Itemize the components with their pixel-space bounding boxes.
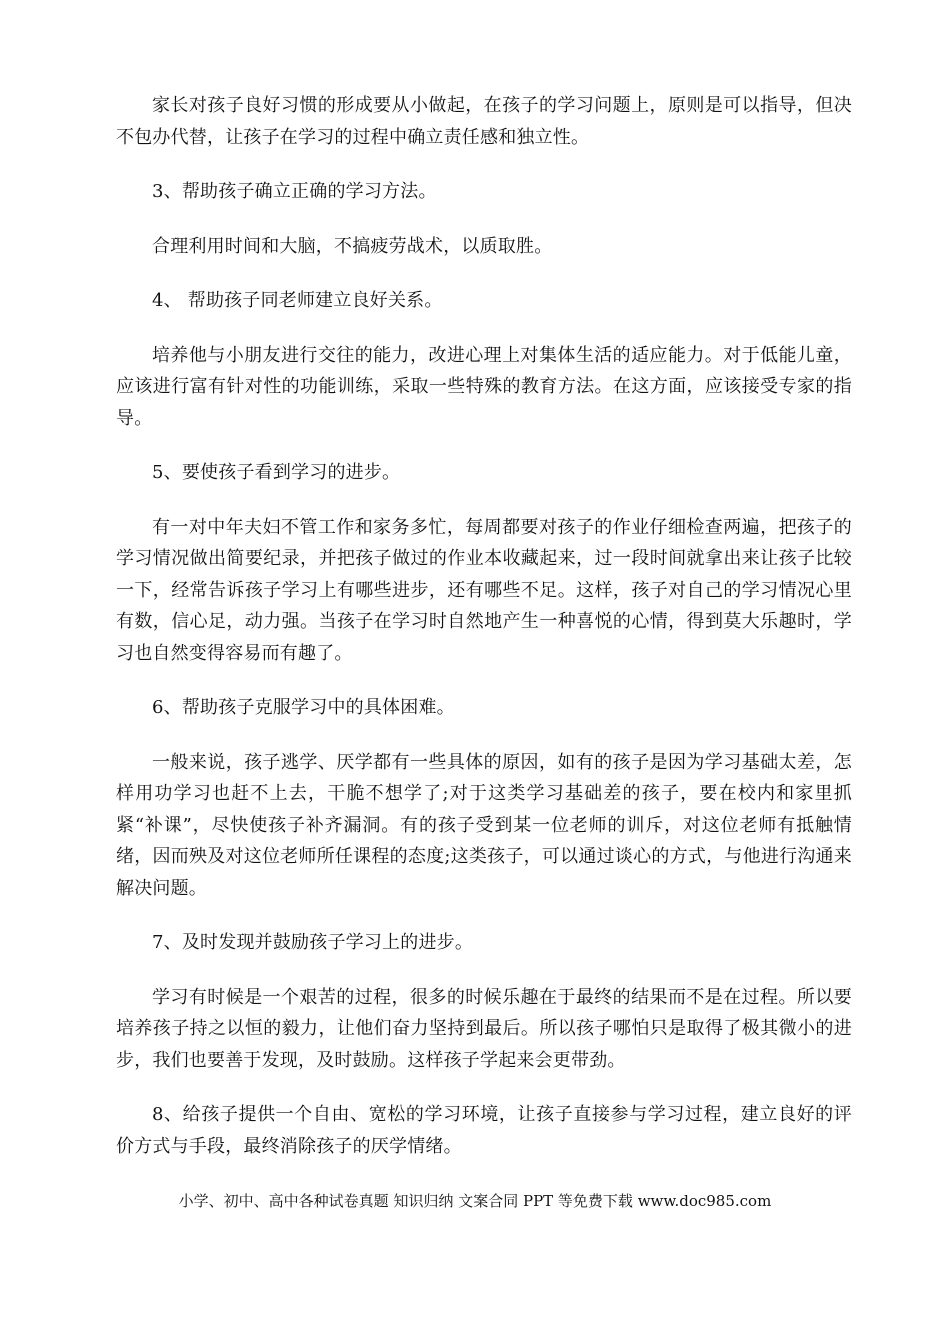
paragraph-8: 8、给孩子提供一个自由、宽松的学习环境，让孩子直接参与学习过程，建立良好的评价方式与手段，最终消除孩子的厌学情绪。 [116,1104,852,1157]
heading-5: 5、要使孩子看到学习的进步。 [152,462,401,483]
heading-6: 6、帮助孩子克服学习中的具体困难。 [152,697,455,718]
document-body [116,90,852,1185]
paragraph-habits: 家长对孩子良好习惯的形成要从小做起，在孩子的学习问题上，原则是可以指导，但决不包办代替，让孩子在学习的过程中确立责任感和独立性。 [116,95,852,148]
heading-3: 3、帮助孩子确立正确的学习方法。 [152,181,437,202]
heading-7: 7、及时发现并鼓励孩子学习上的进步。 [152,932,474,953]
page-footer: 小学、初中、高中各种试卷真题 知识归纳 文案合同 PPT 等免费下载 www.doc985.com [178,1192,772,1210]
paragraph-3: 合理利用时间和大脑，不搞疲劳战术，以质取胜。 [152,235,553,257]
heading-4: 4、 帮助孩子同老师建立良好关系。 [152,290,443,311]
paragraph-5: 有一对中年夫妇不管工作和家务多忙，每周都要对孩子的作业仔细检查两遍，把孩子的学习情况做出简要纪录，并把孩子做过的作业本收藏起来，过一段时间就拿出来让孩子比较一下，经常告诉孩子学习上有哪些进步，还有哪些不足。这样，孩子对自己的学习情况心里有数，信心足，动力强。当孩子在学习时自然地产生一种喜悦的心情，得到莫大乐趣时，学习也自然变得容易而有趣了。 [116,516,852,664]
paragraph-6: 一般来说，孩子逃学、厌学都有一些具体的原因，如有的孩子是因为学习基础太差，怎样用功学习也赶不上去，干脆不想学了;对于这类学习基础差的孩子，要在校内和家里抓紧“补课”，尽快使孩子补齐漏洞。有的孩子受到某一位老师的训斥，对这位老师有抵触情绪，因而殃及对这位老师所任课程的态度;这类孩子，可以通过谈心的方式，与他进行沟通来解决问题。 [116,751,852,899]
paragraph-7: 学习有时候是一个艰苦的过程，很多的时候乐趣在于最终的结果而不是在过程。所以要培养孩子持之以恒的毅力，让他们奋力坚持到最后。所以孩子哪怕只是取得了极其微小的进步，我们也要善于发现，及时鼓励。这样孩子学起来会更带劲。 [116,986,852,1071]
paragraph-4: 培养他与小朋友进行交往的能力，改进心理上对集体生活的适应能力。对于低能儿童，应该进行富有针对性的功能训练，采取一些特殊的教育方法。在这方面，应该接受专家的指导。 [116,344,852,429]
